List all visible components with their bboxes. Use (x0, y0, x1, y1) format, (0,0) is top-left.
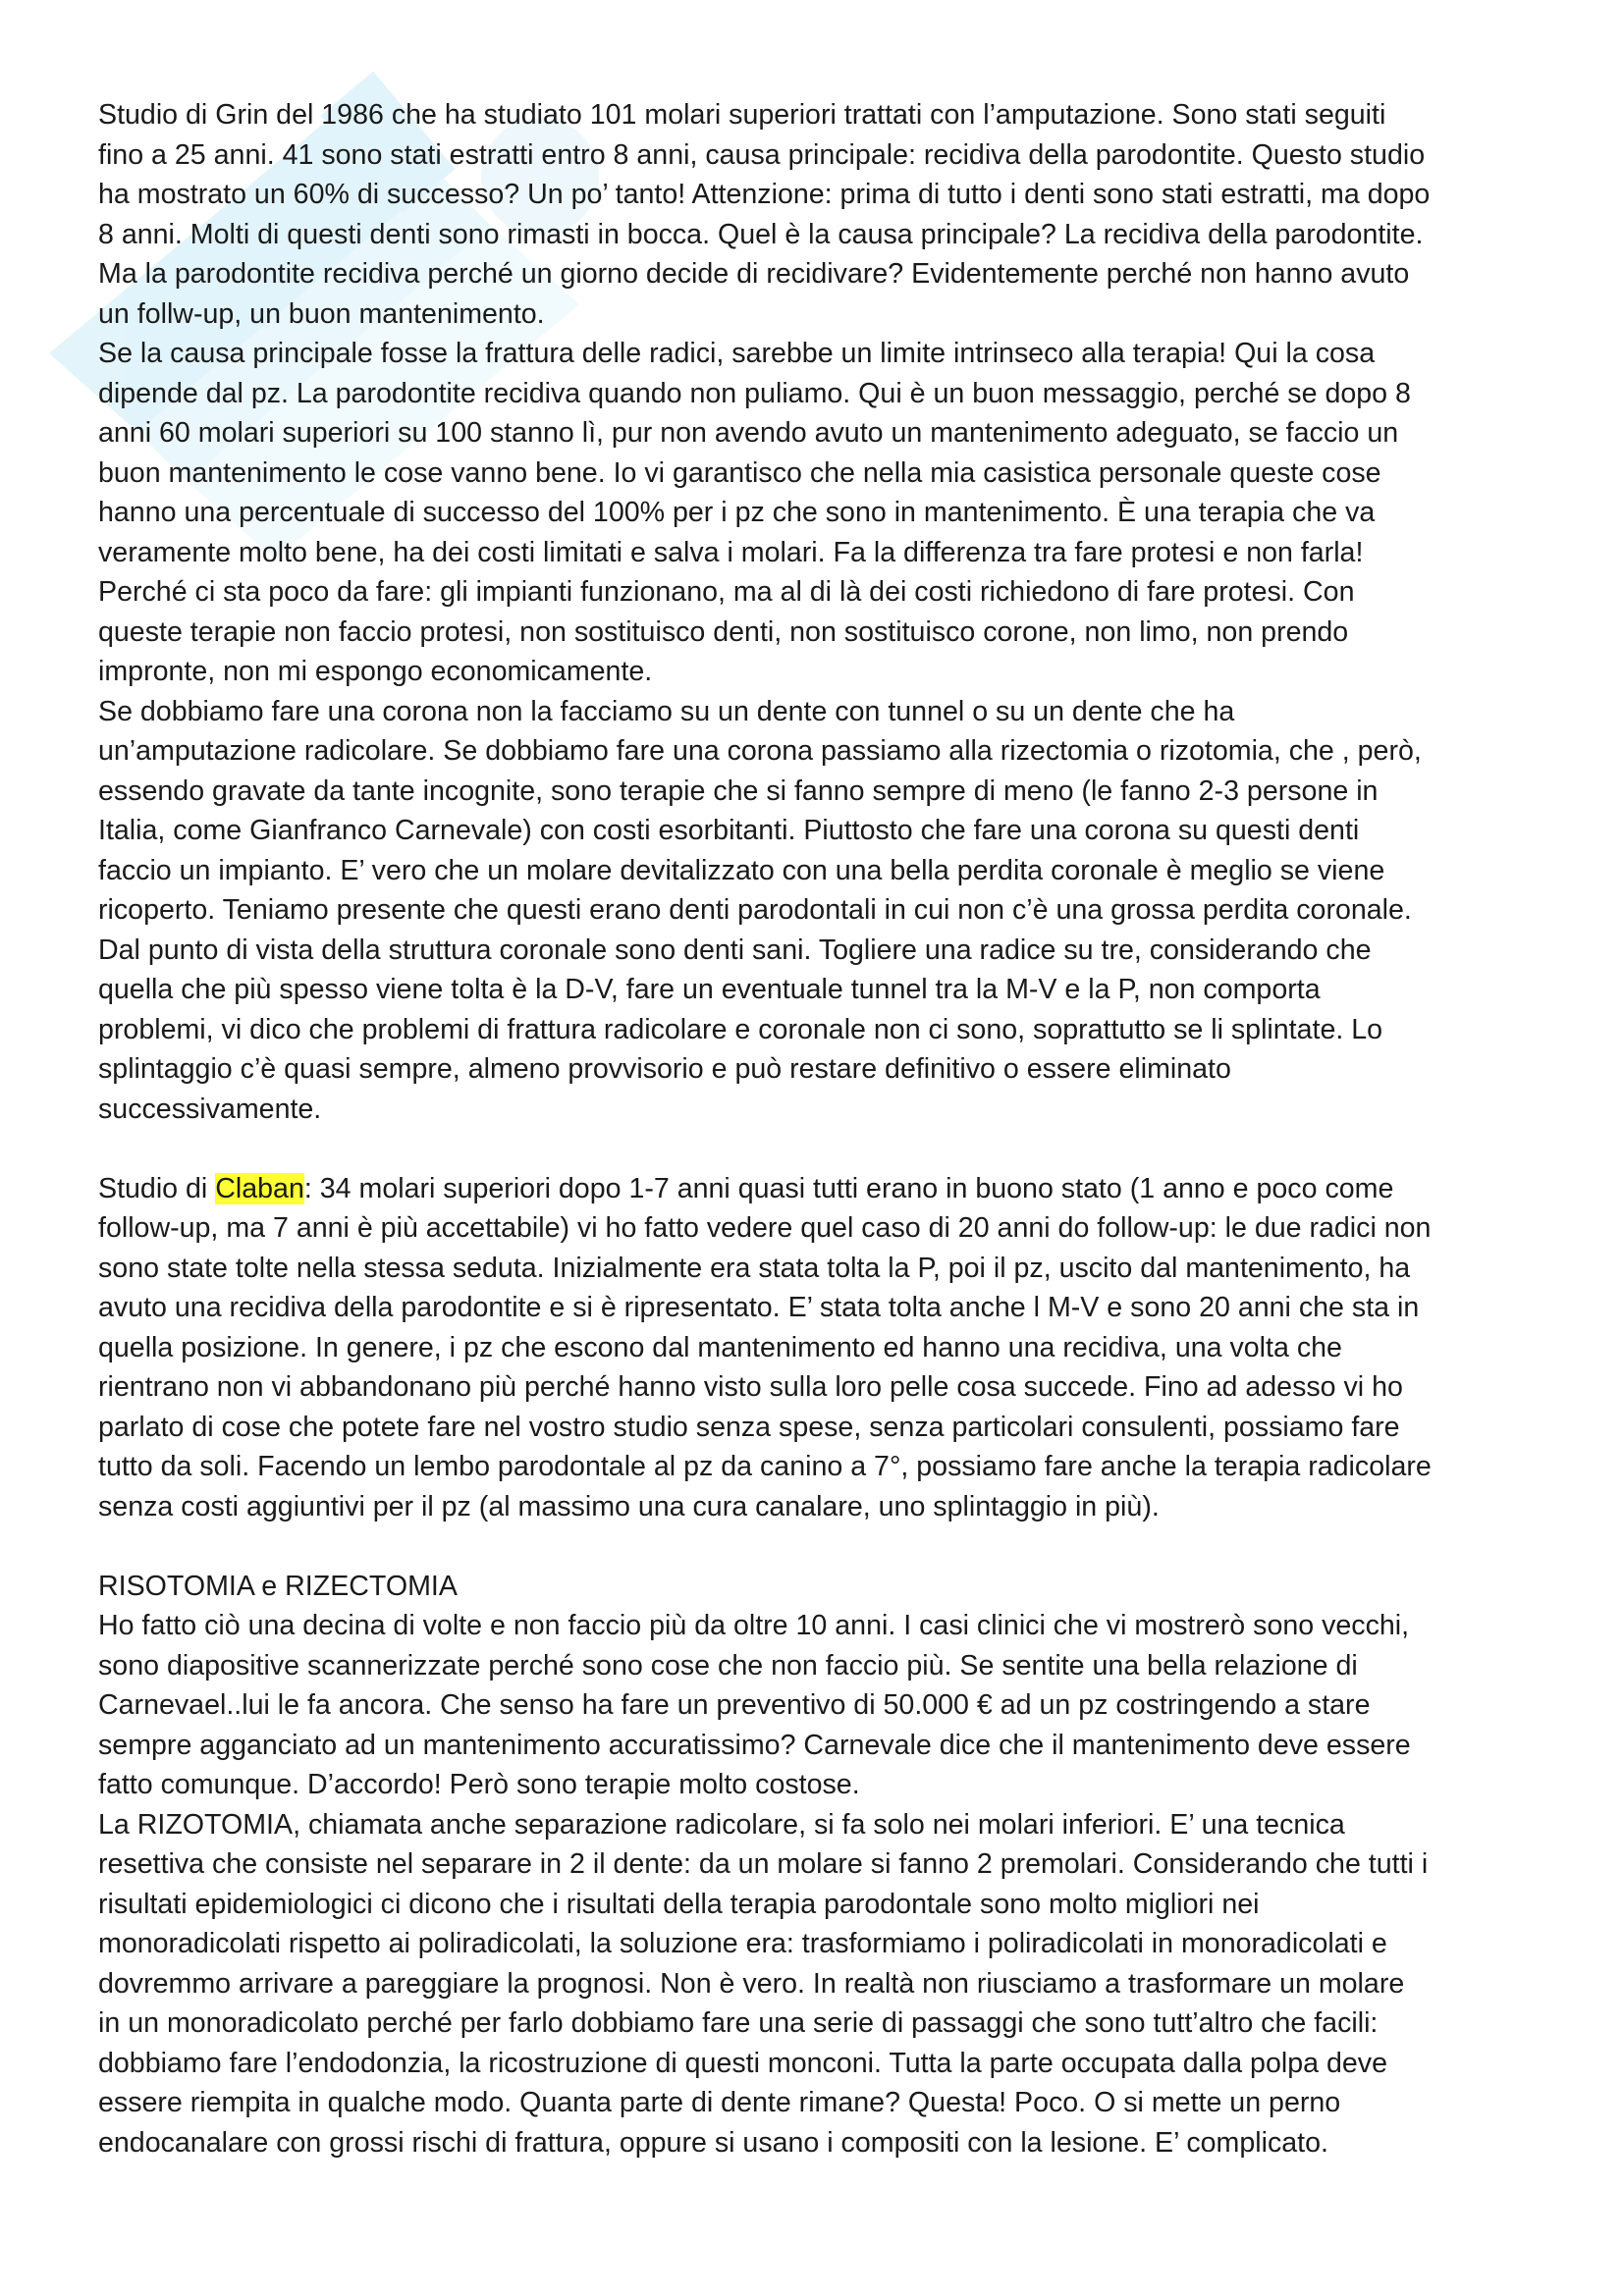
paragraph-gap (98, 1129, 1542, 1169)
paragraph-gap (98, 1526, 1542, 1567)
document-body (98, 95, 1542, 2163)
claban-intro-text: Studio di (98, 1172, 216, 1204)
paragraph-claban-study (98, 1169, 1542, 1527)
paragraph-root-fracture: Se la causa principale fosse la frattura delle radici, sarebbe un limite intrinseco alla terapia! Qui la cosa dipende dal pz. La parodontite recidiva quando non puliamo. Qui è un buon messaggio, perché se dopo 8 anni 60 molari superiori su 100 stanno lì, pur non avendo avuto un mantenimento adeguato, se faccio un buon mantenimento le cose vanno bene. Io vi garantisco che nella mia casistica personale queste cose hanno una percentuale di successo del 100% per i pz che sono in mantenimento. È una terapia che va veramente molto bene, ha dei costi limitati e salva i molari. Fa la differenza tra fare protesi e non farla! Perché ci sta poco da fare: gli impianti funzionano, ma al di là dei costi richiedono di fare protesi. Con queste terapie non faccio protesi, non sostituisco denti, non sostituisco corone, non limo, non prendo impronte, non mi espongo economicamente. (98, 338, 1411, 687)
section-heading: RISOTOMIA e RIZECTOMIA (98, 1570, 458, 1602)
paragraph-crown: Se dobbiamo fare una corona non la facciamo su un dente con tunnel o su un dente che ha un’amputazione radicolare. Se dobbiamo fare una corona passiamo alla rizectomia o rizotomia, che , però, essendo gravate da tante incognite, sono terapie che si fanno sempre di meno (le fanno 2-3 persone in Italia, come Gianfranco Carnevale) con costi esorbitanti. Piuttosto che fare una corona su questi denti faccio un impianto. E’ vero che un molare devitalizzato con una bella perdita coronale è meglio se viene ricoperto. Teniamo presente che questi erano denti parodontali in cui non c’è una grossa perdita coronale. Dal punto di vista della struttura coronale sono denti sani. Togliere una radice su tre, considerando che quella che più spesso viene tolta è la D-V, fare un eventuale tunnel tra la M-V e la P, non comporta problemi, vi dico che problemi di frattura radicolare e coronale non ci sono, soprattutto se li splintate. Lo splintaggio c’è quasi sempre, almeno provvisorio e può restare definitivo o essere eliminato successivamente. (98, 695, 1422, 1125)
paragraph-rizectomia-intro: Ho fatto ciò una decina di volte e non faccio più da oltre 10 anni. I casi clinici che vi mostrerò sono vecchi, sono diapositive scannerizzate perché sono cose che non faccio più. Se sentite una bella relazione di Carnevael..lui le fa ancora. Che senso ha fare un preventivo di 50.000 € ad un pz costringendo a stare sempre agganciato ad un mantenimento accuratissimo? Carnevale dice che il mantenimento deve essere fatto comunque. D’accordo! Però sono terapie molto costose. (98, 1610, 1411, 1800)
claban-highlighted-name: Claban (215, 1172, 304, 1204)
claban-body-text: : 34 molari superiori dopo 1-7 anni quasi tutti erano in buono stato (1 anno e poco come follow-up, ma 7 anni è più accettabile) vi ho fatto vedere quel caso di 20 anni do follow-up: le due radici non sono state tolte nella stessa seduta. Inizialmente era stata tolta la P, poi il pz, uscito dal mantenimento, ha avuto una recidiva della parodontite e si è ripresentato. E’ stata tolta anche l M-V e sono 20 anni che sta in quella posizione. In genere, i pz che escono dal mantenimento ed hanno una recidiva, una volta che rientrano non vi abbandonano più perché hanno visto sulla loro pelle cosa succede. Fino ad adesso vi ho parlato di cose che potete fare nel vostro studio senza spese, senza particolari consulenti, possiamo fare tutto da soli. Facendo un lembo parodontale al pz da canino a 7°, possiamo fare anche la terapia radicolare senza costi aggiuntivi per il pz (al massimo una cura canalare, uno splintaggio in più). (98, 1172, 1432, 1522)
paragraph-rizotomia: La RIZOTOMIA, chiamata anche separazione radicolare, si fa solo nei molari inferiori. E’ una tecnica resettiva che consiste nel separare in 2 il dente: da un molare si fanno 2 premolari. Considerando che tutti i risultati epidemiologici ci dicono che i risultati della terapia parodontale sono molto migliori nei monoradicolati rispetto ai poliradicolati, la soluzione era: trasformiamo i poliradicolati in monoradicolati e dovremmo arrivare a pareggiare la prognosi. Non è vero. In realtà non riusciamo a trasformare un molare in un monoradicolato perché per farlo dobbiamo fare una serie di passaggi che sono tutt’altro che facili: dobbiamo fare l’endodonzia, la ricostruzione di questi monconi. Tutta la parte occupata dalla polpa deve essere riempita in qualche modo. Quanta parte di dente rimane? Questa! Poco. O si mette un perno endocanalare con grossi rischi di frattura, oppure si usano i compositi con la lesione. E’ complicato. (98, 1808, 1429, 2159)
paragraph-grin-study: Studio di Grin del 1986 che ha studiato 101 molari superiori trattati con l’amputazione. Sono stati seguiti fino a 25 anni. 41 sono stati estratti entro 8 anni, causa principale: recidiva della parodontite. Questo studio ha mostrato un 60% di successo? Un po’ tanto! Attenzione: prima di tutto i denti sono stati estratti, ma dopo 8 anni. Molti di questi denti sono rimasti in bocca. Quel è la causa principale? La recidiva della parodontite. Ma la parodontite recidiva perché un giorno decide di recidivare? Evidentemente perché non hanno avuto un follw-up, un buon mantenimento. (98, 99, 1431, 330)
